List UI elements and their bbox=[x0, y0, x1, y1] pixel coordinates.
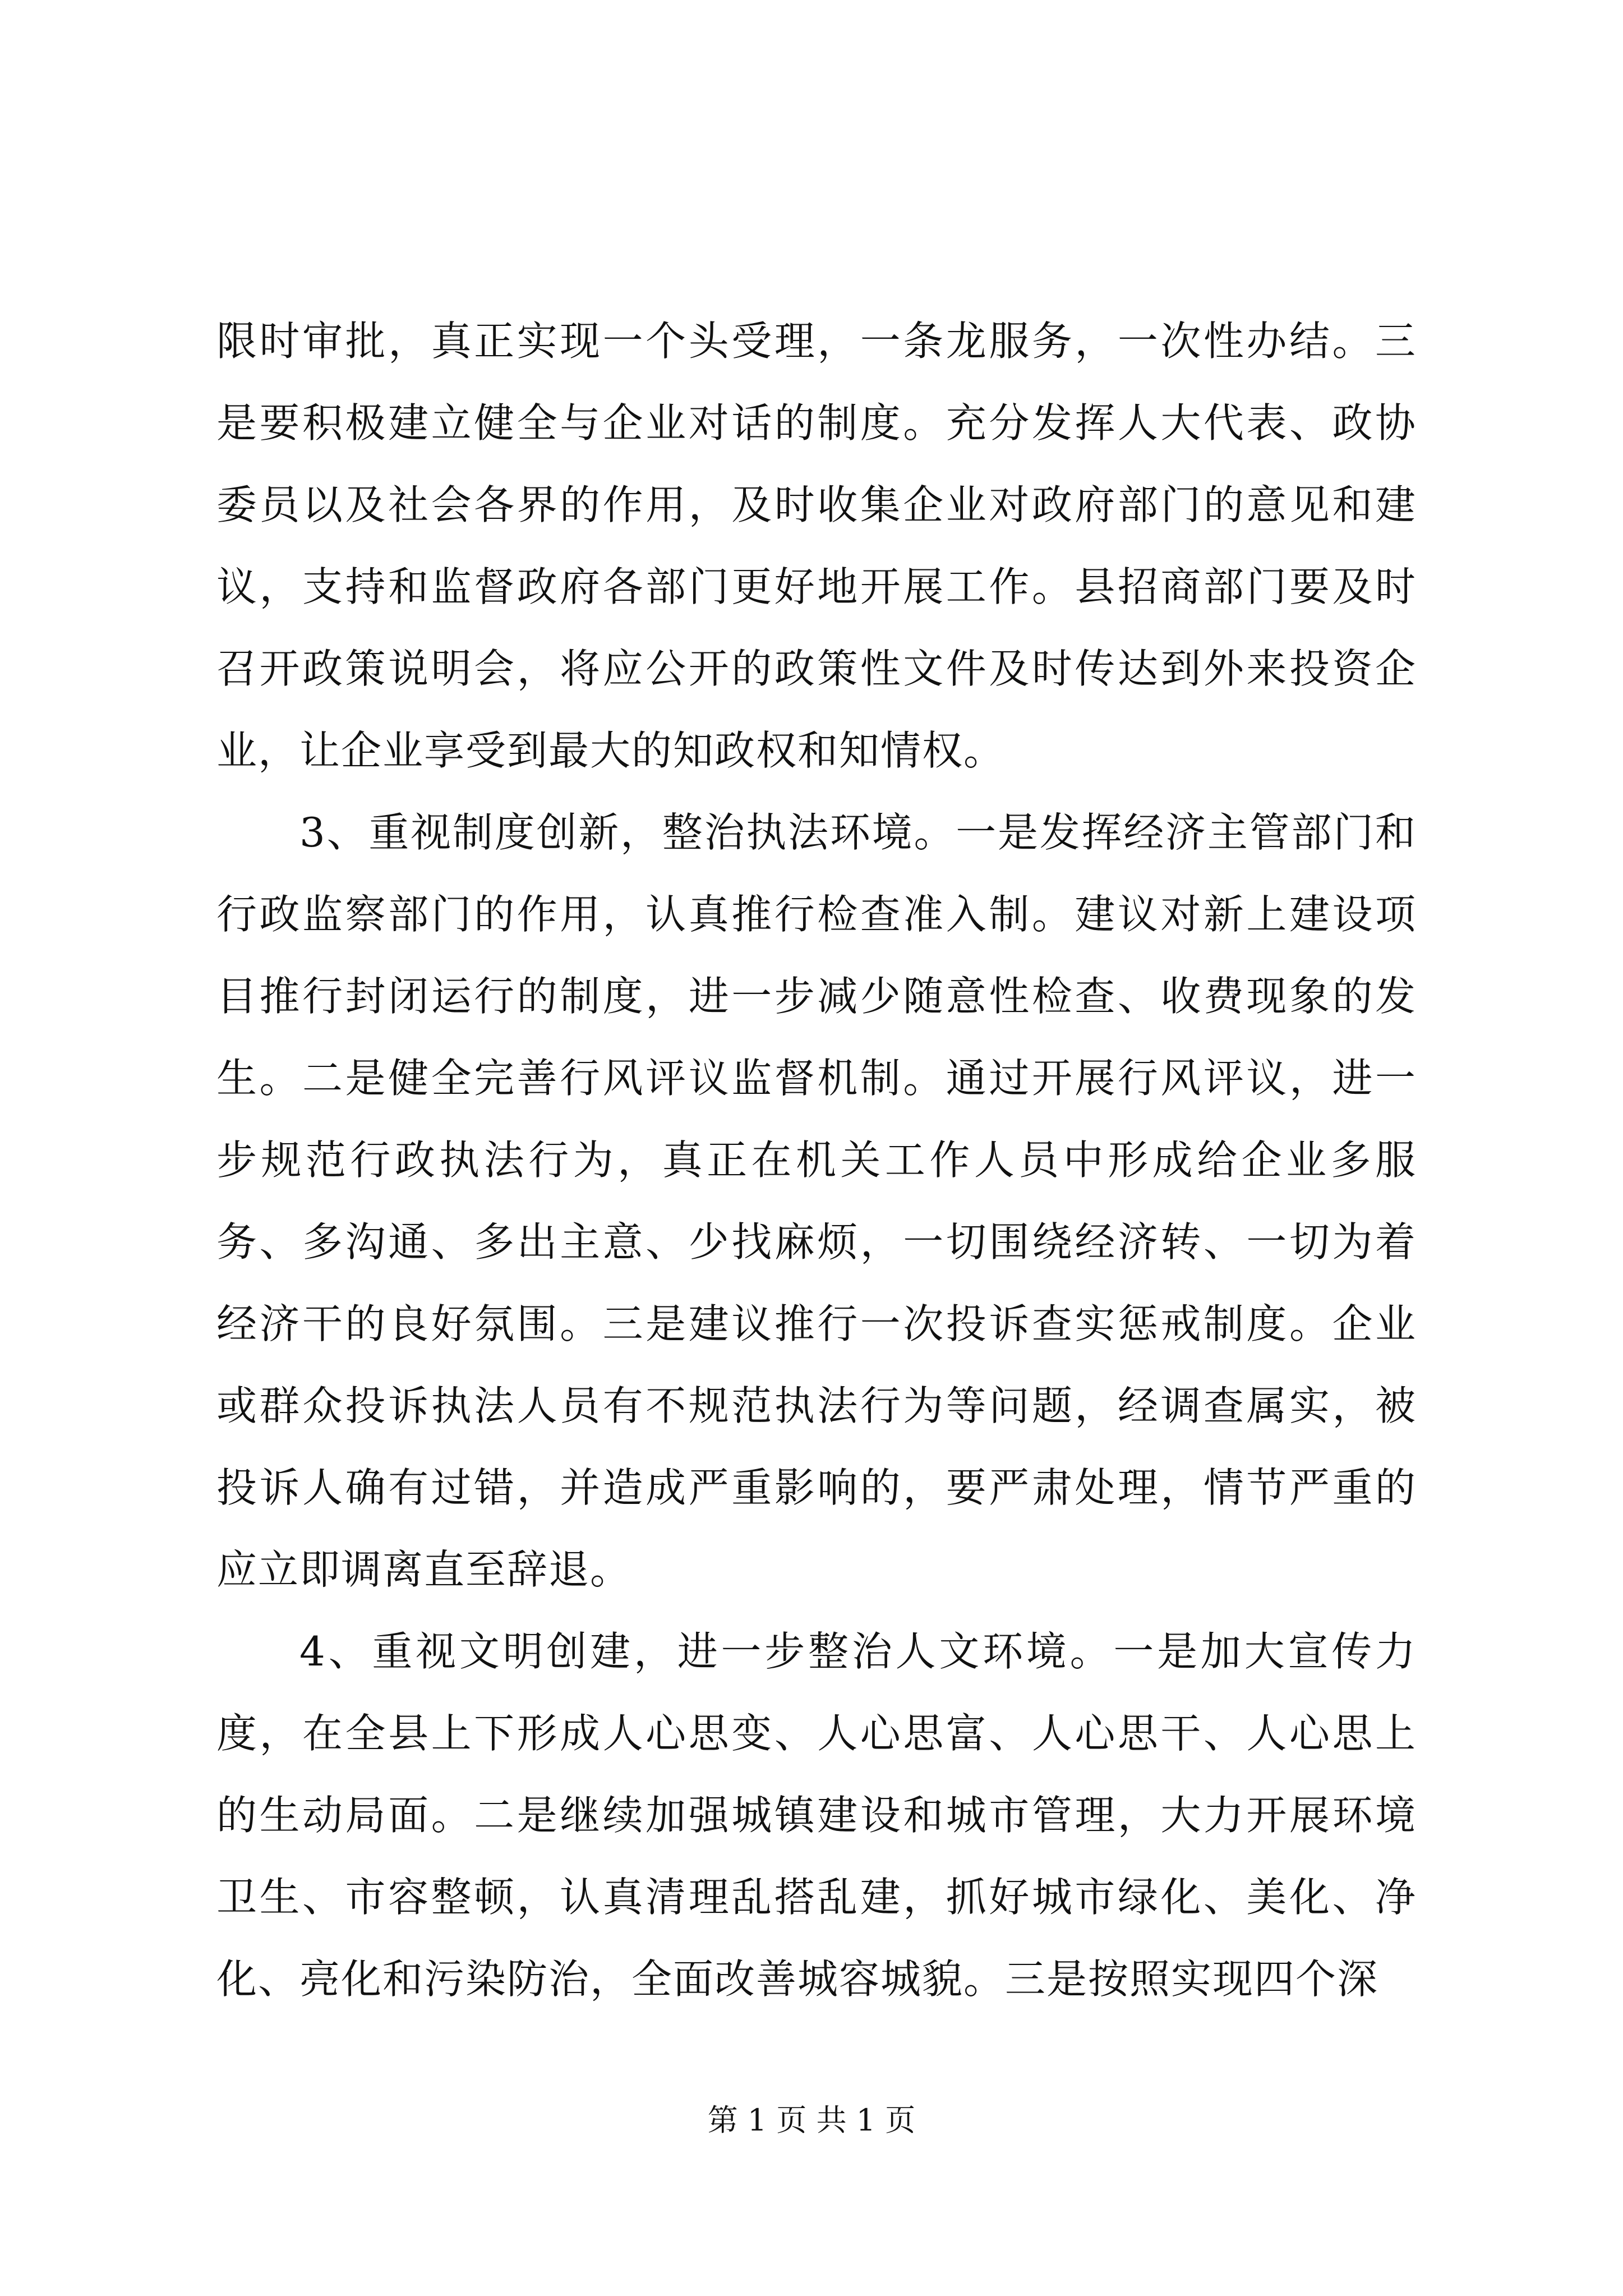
paragraph-3: 4、重视文明创建，进一步整治人文环境。一是加大宣传力度，在全县上下形成人心思变、人心思富、人心思干、人心思上的生动局面。二是继续加强城镇建设和城市管理，大力开展环境卫生、市容整顿，认真清理乱搭乱建，抓好城市绿化、美化、净化、亮化和污染防治，全面改善城容城貌。三是按照实现四个深 bbox=[216, 1628, 1417, 2003]
page-footer: 第 1 页 共 1 页 bbox=[707, 2102, 916, 2138]
document-body bbox=[216, 300, 1417, 2020]
paragraph-2: 3、重视制度创新，整治执法环境。一是发挥经济主管部门和行政监察部门的作用，认真推行检查准入制。建议对新上建设项目推行封闭运行的制度，进一步减少随意性检查、收费现象的发生。二是健全完善行风评议监督机制。通过开展行风评议，进一步规范行政执法行为，真正在机关工作人员中形成给企业多服务、多沟通、多出主意、少找麻烦，一切围绕经济转、一切为着经济干的良好氛围。三是建议推行一次投诉查实惩戒制度。企业或群众投诉执法人员有不规范执法行为等问题，经调查属实，被投诉人确有过错，并造成严重影响的，要严肃处理，情节严重的应立即调离直至辞退。 bbox=[216, 809, 1417, 1593]
paragraph-1: 限时审批，真正实现一个头受理，一条龙服务，一次性办结。三是要积极建立健全与企业对话的制度。充分发挥人大代表、政协委员以及社会各界的作用，及时收集企业对政府部门的意见和建议，支持和监督政府各部门更好地开展工作。县招商部门要及时召开政策说明会，将应公开的政策性文件及时传达到外来投资企业，让企业享受到最大的知政权和知情权。 bbox=[216, 318, 1417, 774]
